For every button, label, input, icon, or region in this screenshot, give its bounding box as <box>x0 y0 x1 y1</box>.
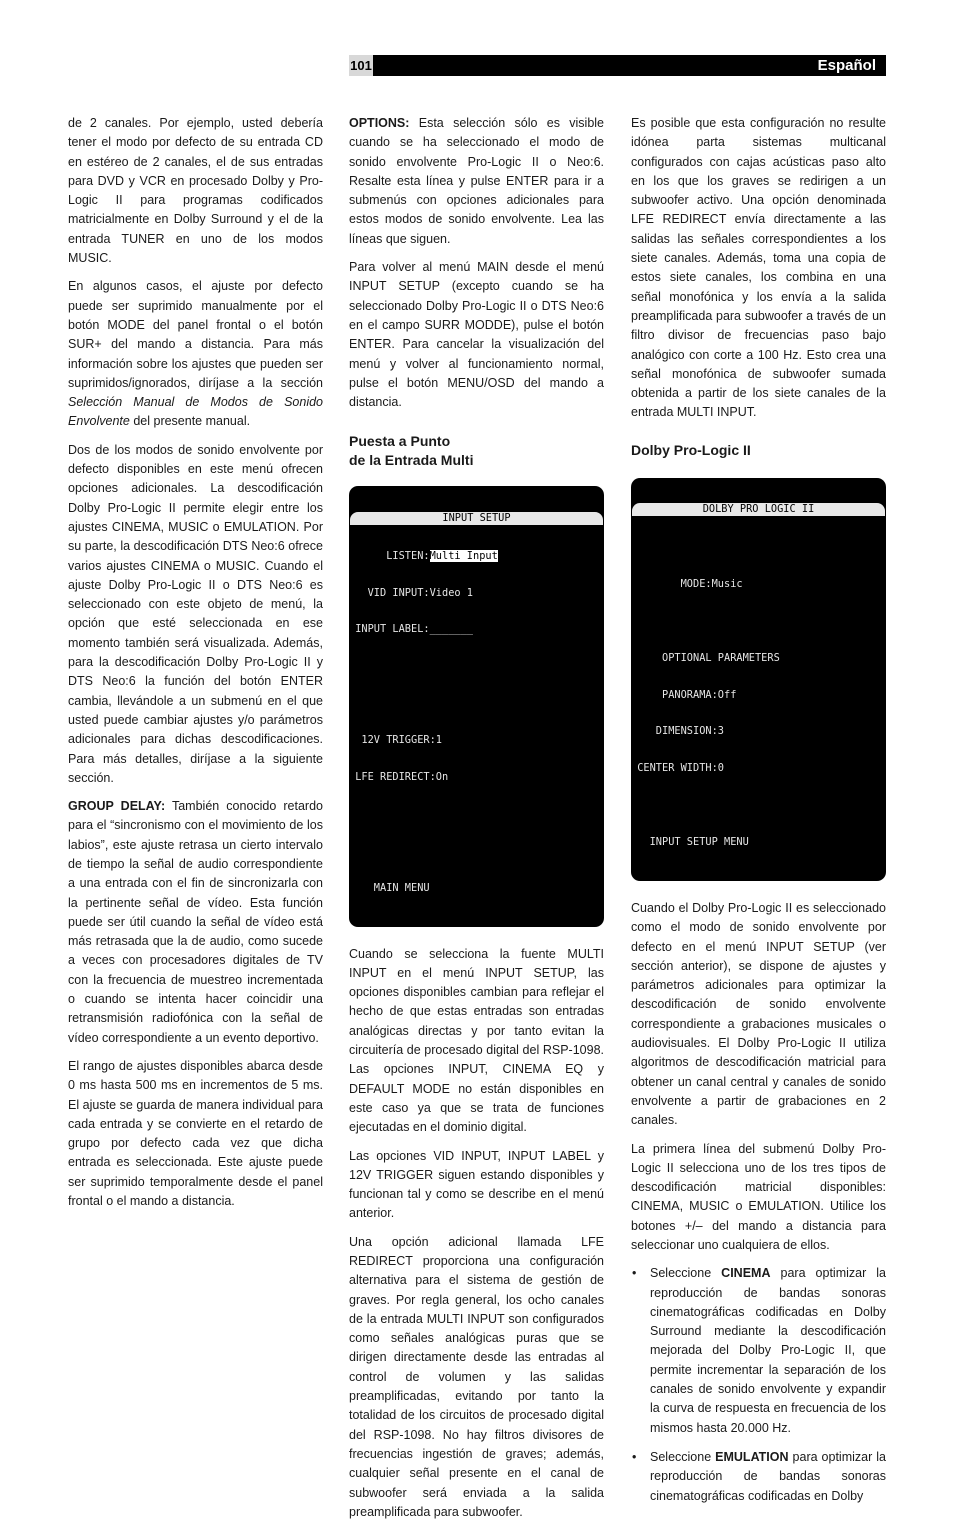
osd-line: DIMENSION:3 <box>631 725 724 738</box>
osd-line: MAIN MENU <box>349 881 430 894</box>
paragraph: Es posible que esta configuración no resulte idónea parta sistemas multicanal configurados con cajas acústicas paso alto en los que los graves se redirigen a un subwoofer activo. Una opción denominada LFE REDIRECT envía directamente a las salidas las señales correspondientes a los siete canales. Además, toma una copia de estos siete canales, los combina en una señal monofónica y los envía a la salida preamplificada para subwoofer a través de un filtro divisor de frecuencias paso bajo analógico con corte a 100 Hz. Esto crea una señal monofónica de subwoofer sumada obtenida a partir de los siete canales de la entrada MULTI INPUT. <box>631 116 886 420</box>
input-setup-osd-screen <box>349 486 604 926</box>
paragraph-lead: OPTIONS: <box>349 116 410 130</box>
osd-line <box>349 808 604 820</box>
page-number: 101 <box>349 55 373 76</box>
paragraph: Para volver al menú MAIN desde el menú INPUT SETUP (excepto cuando se ha seleccionado Dolby Pro-Logic II o DTS Neo:6 en el campo SURR MODDE), pulse el botón ENTER. Para cancelar la visualización del menú y volver al funcionamiento normal, pulse el botón MENU/OSD del mando a distancia. <box>349 260 604 410</box>
column-middle <box>349 114 604 1531</box>
osd-line <box>349 845 604 857</box>
osd-line: LFE REDIRECT:On <box>349 770 449 783</box>
osd-line <box>631 615 886 627</box>
osd-line: OPTIONAL PARAMETERS <box>631 651 780 664</box>
column-right <box>631 114 886 1516</box>
osd-line: 12V TRIGGER:1 <box>349 734 442 747</box>
osd-line: VID INPUT:Video 1 <box>349 586 473 599</box>
osd-line: INPUT SETUP MENU <box>631 836 749 849</box>
paragraph: El rango de ajustes disponibles abarca desde 0 ms hasta 500 ms en incrementos de 5 ms. El ajuste se guarda de manera individual para cada entrada y se convierte en el retardo de grupo por defecto cada vez que dicha entrada es seleccionada. Este ajuste puede ser suprimido temporalmente desde el panel frontal o el mando a distancia. <box>68 1058 323 1209</box>
osd-line: MODE:Music <box>631 577 743 590</box>
paragraph: OPTIONS: Esta selección sólo es visible cuando se ha seleccionado el modo de sonido envolvente Pro-Logic II o Neo:6. Resalte esta línea y pulse ENTER para ir a submenús con opciones adicionales para estos modos de sonido envolvente. Lea las líneas que siguen. <box>349 116 604 246</box>
paragraph: de 2 canales. Por ejemplo, usted debería tener el modo por defecto de su entrada CD en estéreo de 2 canales, el de sus entradas para DVD y VCR en procesado Dolby y Pro-Logic II para programas codificados matricialmente en Dolby Surround y el de la entrada TUNER en uno de los modos MUSIC. <box>68 116 323 266</box>
paragraph: La primera línea del submenú Dolby Pro-Logic II selecciona uno de los tres tipos de descodificación matricial disponibles: CINEMA, MUSIC o EMULATION. Utilice los botones +/– del mando a distancia para seleccionar uno cualquiera de ellos. <box>631 1141 886 1252</box>
paragraph: Cuando el Dolby Pro-Logic II es seleccionado como el modo de sonido envolvente por defecto en el menú INPUT SETUP (ver sección anterior), se dispone de ajustes y parámetros adicionales para optimizar la descodificación de sonido envolvente correspondiente a grabaciones musicales o audiovisuales. El Dolby Pro-Logic II utiliza algoritmos de descodificación matricial para obtener un canal central y canales de sonido envolvente a partir de grabaciones en 2 canales. <box>631 900 886 1128</box>
osd-line: CENTER WIDTH:0 <box>631 762 724 775</box>
option-list <box>631 1264 886 1506</box>
column-left <box>68 114 323 1220</box>
page-header-bar <box>349 55 886 76</box>
paragraph: Una opción adicional llamada LFE REDIRECT proporciona una configuración alternativa para el sistema de gestión de graves. Por regla general, los ocho canales de la entrada MULTI INPUT son configurados como señales analógicas puras que se dirigen directamente desde las entradas al control de volumen y las salidas preamplificadas, evitando por tanto la totalidad de los circuitos de procesado digital del RSP-1098. No hay filtros divisores de frecuencias ingestión de graves; además, cualquier señal presente en el canal de subwoofer será enviada a la salida preamplificada para subwoofer. <box>349 1234 604 1519</box>
language-label: Español <box>817 57 876 74</box>
osd-line <box>631 541 886 553</box>
list-item: • Seleccione EMULATION para optimizar la reproducción de bandas sonoras cinematográficas codificadas en Dolby <box>631 1448 886 1506</box>
italic-reference: Selección Manual de Modos de Sonido Envolvente <box>68 395 323 429</box>
paragraph: Las opciones VID INPUT, INPUT LABEL y 12V TRIGGER siguen estando disponibles y funcionan tal y como se describe en el menú anterior. <box>349 1148 604 1221</box>
osd-title: DOLBY PRO LOGIC II <box>632 503 885 516</box>
osd-highlighted-value: Multi Input <box>429 549 498 562</box>
section-heading: Puesta a Punto de la Entrada Multi <box>349 433 474 469</box>
dolby-pro-logic-osd-screen <box>631 478 886 881</box>
osd-title: INPUT SETUP <box>350 512 603 525</box>
osd-line: INPUT LABEL:_______ <box>349 623 473 636</box>
paragraph: Cuando se selecciona la fuente MULTI INPUT en el menú INPUT SETUP, las opciones disponibles cambian para reflejar el hecho de que estas entradas son entradas analógicas directas y por tanto evitan la circuitería de procesado digital del RSP-1098. Las opciones INPUT, CINEMA EQ y DEFAULT MODE no están disponibles en este caso ya que se trata de funciones ejecutadas en el dominio digital. <box>349 946 604 1135</box>
paragraph-lead: GROUP DELAY: <box>68 799 166 814</box>
list-item: • Seleccione CINEMA para optimizar la reproducción de bandas sonoras cinematográficas codificadas en Dolby Surround mediante la descodificación mejorada del Dolby Pro-Logic II, que permite incrementar la separación de los canales de sonido envolvente y expandir la curva de respuesta en frecuencia de los mismos hasta 20.000 Hz. <box>631 1264 886 1438</box>
paragraph: GROUP DELAY: También conocido retardo para el “sincronismo con el movimiento de los labios”, este ajuste retrasa un cierto intervalo de tiempo la señal de audio correspondiente a una entrada con el fin de sincronizarla con la pertinente señal de vídeo. Esta función puede ser útil cuando la señal de vídeo está más retrasada que la de audio, como sucede a veces con procesadores digitales de TV con la frecuencia de muestreo incrementada o cuando se intenta hacer coincidir una retransmisión radiofónica con la señal de vídeo correspondiente a un evento deportivo. <box>68 799 323 1045</box>
osd-line: PANORAMA:Off <box>631 688 737 701</box>
osd-line <box>631 799 886 811</box>
osd-line <box>349 660 604 672</box>
paragraph: Dos de los modos de sonido envolvente por defecto disponibles en este menú ofrecen opciones adicionales. La descodificación Dolby Pro-Logic II permite elegir entre los ajustes CINEMA, MUSIC o EMULATION. Por su parte, la descodificación DTS Neo:6 ofrece varios ajustes CINEMA o MUSIC. Cuando el ajuste Dolby Pro-Logic II o DTS Neo:6 es seleccionado con este objeto de menú, la opción que esté seleccionada en ese momento también será visualizada. Además, para la descodificación Dolby Pro-Logic II y DTS Neo:6 la función del botón ENTER cambia, llevándole a un submenú en el que usted puede cambiar ajustes y/o parámetros adicionales para dichas descodificaciones. Para más detalles, diríjase a la siguiente sección. <box>68 442 323 785</box>
paragraph: En algunos casos, el ajuste por defecto puede ser suprimido manualmente por el botón MODE del panel frontal o el botón SUR+ del mando a distancia. Para más información sobre los ajustes que pueden ser suprimidos/ignorados, diríjase a la sección Selección Manual de Modos de Sonido Envolvente del presente manual. <box>68 279 323 429</box>
osd-line <box>349 697 604 709</box>
section-heading: Dolby Pro-Logic II <box>631 441 751 458</box>
osd-line-listen: LISTEN:Multi Input <box>349 549 498 562</box>
